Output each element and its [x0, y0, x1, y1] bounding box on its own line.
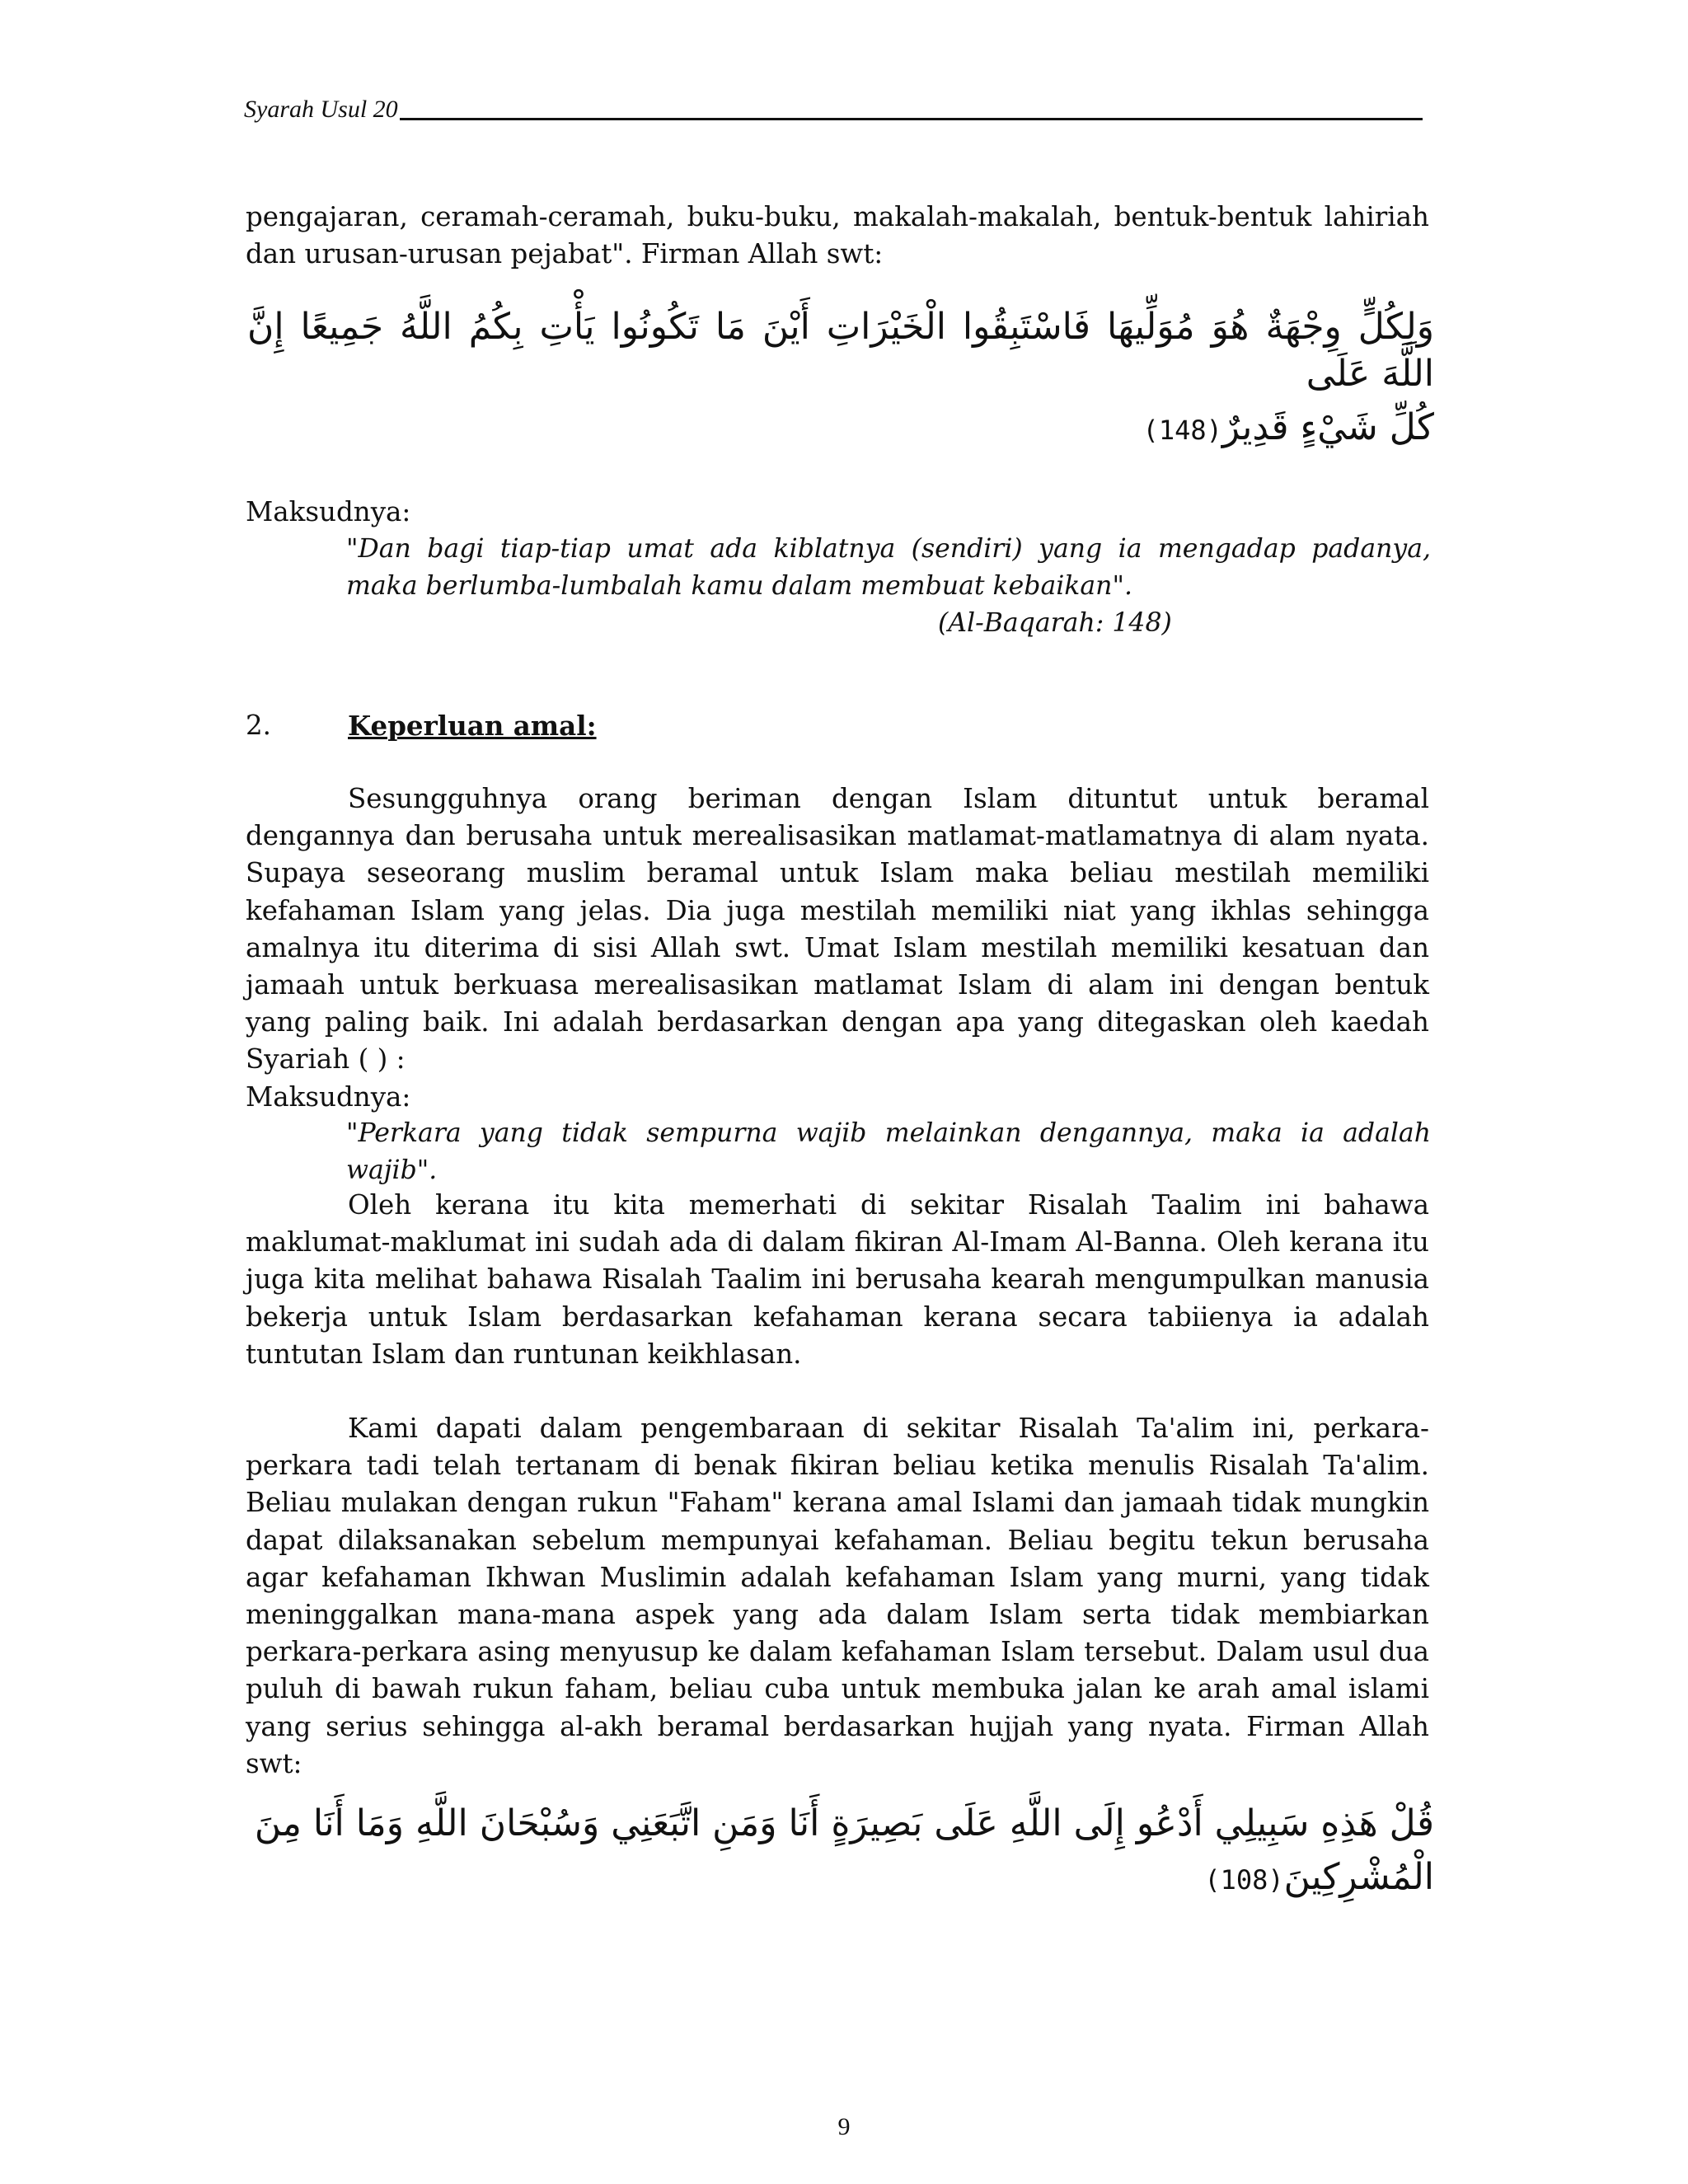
maxim-meaning-label: Maksudnya:	[246, 1081, 411, 1113]
quran-verse-148	[247, 303, 1434, 452]
verse-148-reference: (Al-Baqarah: 148)	[938, 608, 1172, 638]
paragraph-2: Oleh kerana itu kita memerhati di sekitar Risalah Taalim ini bahawa maklumat-maklumat ini sudah ada di dalam fikiran Al-Imam Al-Banna. Oleh kerana itu juga kita melihat bahawa Risalah Taalim ini berusaha kearah mengumpulkan manusia bekerja untuk Islam berdasarkan kefahaman kerana secara tabiienya ia adalah tuntutan Islam dan runtunan keikhlasan.	[246, 1189, 1429, 1370]
verse-108-number: (108)	[1204, 1864, 1284, 1896]
verse-148-line-2: كُلِّ شَيْءٍ قَدِيرٌ	[1221, 406, 1434, 449]
header-rule	[400, 118, 1423, 120]
section-number: 2.	[246, 710, 272, 741]
verse-148-line-2-wrap	[247, 404, 1434, 451]
verse-108-line-1: قُلْ هَذِهِ سَبِيلِي أَدْعُو إِلَى اللَّهِ عَلَى بَصِيرَةٍ أَنَا وَمَنِ اتَّبَعَنِي وَسُبْحَانَ اللَّهِ وَمَا أَنَا مِنَ	[254, 1802, 1434, 1844]
verse-148-translation: "Dan bagi tiap-tiap umat ada kiblatnya (sendiri) yang ia mengadap padanya, maka berlumba-lumbalah kamu dalam membuat kebaikan".	[346, 534, 1431, 601]
verse-148-line-1: وَلِكُلٍّ وِجْهَةٌ هُوَ مُوَلِّيهَا فَاسْتَبِقُوا الْخَيْرَاتِ أَيْنَ مَا تَكُونُوا يَأْتِ بِكُمُ اللَّهُ جَمِيعًا إِنَّ اللَّهَ عَلَى	[247, 306, 1434, 396]
paragraph-3: Kami dapati dalam pengembaraan di sekitar Risalah Ta'alim ini, perkara-perkara tadi telah tertanam di benak fikiran beliau ketika menulis Risalah Ta'alim. Beliau mulakan dengan rukun "Faham" kerana amal Islami dan jamaah tidak mungkin dapat dilaksanakan sebelum mempunyai kefahaman. Beliau begitu tekun berusaha agar kefahaman Ikhwan Muslimin adalah kefahaman Islam yang murni, yang tidak meninggalkan mana-mana aspek yang ada dalam Islam serta tidak membiarkan perkara-perkara asing menyusup ke dalam kefahaman Islam tersebut. Dalam usul dua puluh di bawah rukun faham, beliau cuba untuk membuka jalan ke arah amal islami yang serius sehingga al-akh beramal berdasarkan hujjah yang nyata. Firman Allah swt:	[246, 1413, 1429, 1779]
verse-148-meaning-label: Maksudnya:	[246, 496, 411, 527]
page-number: 9	[837, 2113, 851, 2140]
running-header	[244, 97, 1423, 122]
maxim-translation: "Perkara yang tidak sempurna wajib melainkan dengannya, maka ia adalah wajib".	[346, 1118, 1431, 1185]
paragraph-1: Sesungguhnya orang beriman dengan Islam dituntut untuk beramal dengannya dan berusaha untuk merealisasikan matlamat-matlamatnya di alam nyata. Supaya seseorang muslim beramal untuk Islam maka beliau mestilah memiliki kefahaman Islam yang jelas. Dia juga mestilah memiliki niat yang ikhlas sehingga amalnya itu diterima di sisi Allah swt. Umat Islam mestilah memiliki kesatuan dan jamaah untuk berkuasa merealisasikan matlamat Islam di alam ini dengan bentuk yang paling baik. Ini adalah berdasarkan dengan apa yang ditegaskan oleh kaedah Syariah ( ) :	[246, 783, 1429, 1076]
verse-108-line-2-wrap	[247, 1854, 1434, 1900]
section-title: Keperluan amal:	[348, 710, 597, 742]
section-heading	[246, 707, 597, 744]
quran-verse-108	[247, 1800, 1434, 1900]
header-title: Syarah Usul 20	[244, 96, 398, 123]
verse-108-line-2: الْمُشْرِكِينَ	[1283, 1856, 1434, 1899]
intro-paragraph: pengajaran, ceramah-ceramah, buku-buku, makalah-makalah, bentuk-bentuk lahiriah dan urusan-urusan pejabat". Firman Allah swt:	[246, 201, 1429, 270]
verse-148-number: (148)	[1142, 415, 1222, 447]
